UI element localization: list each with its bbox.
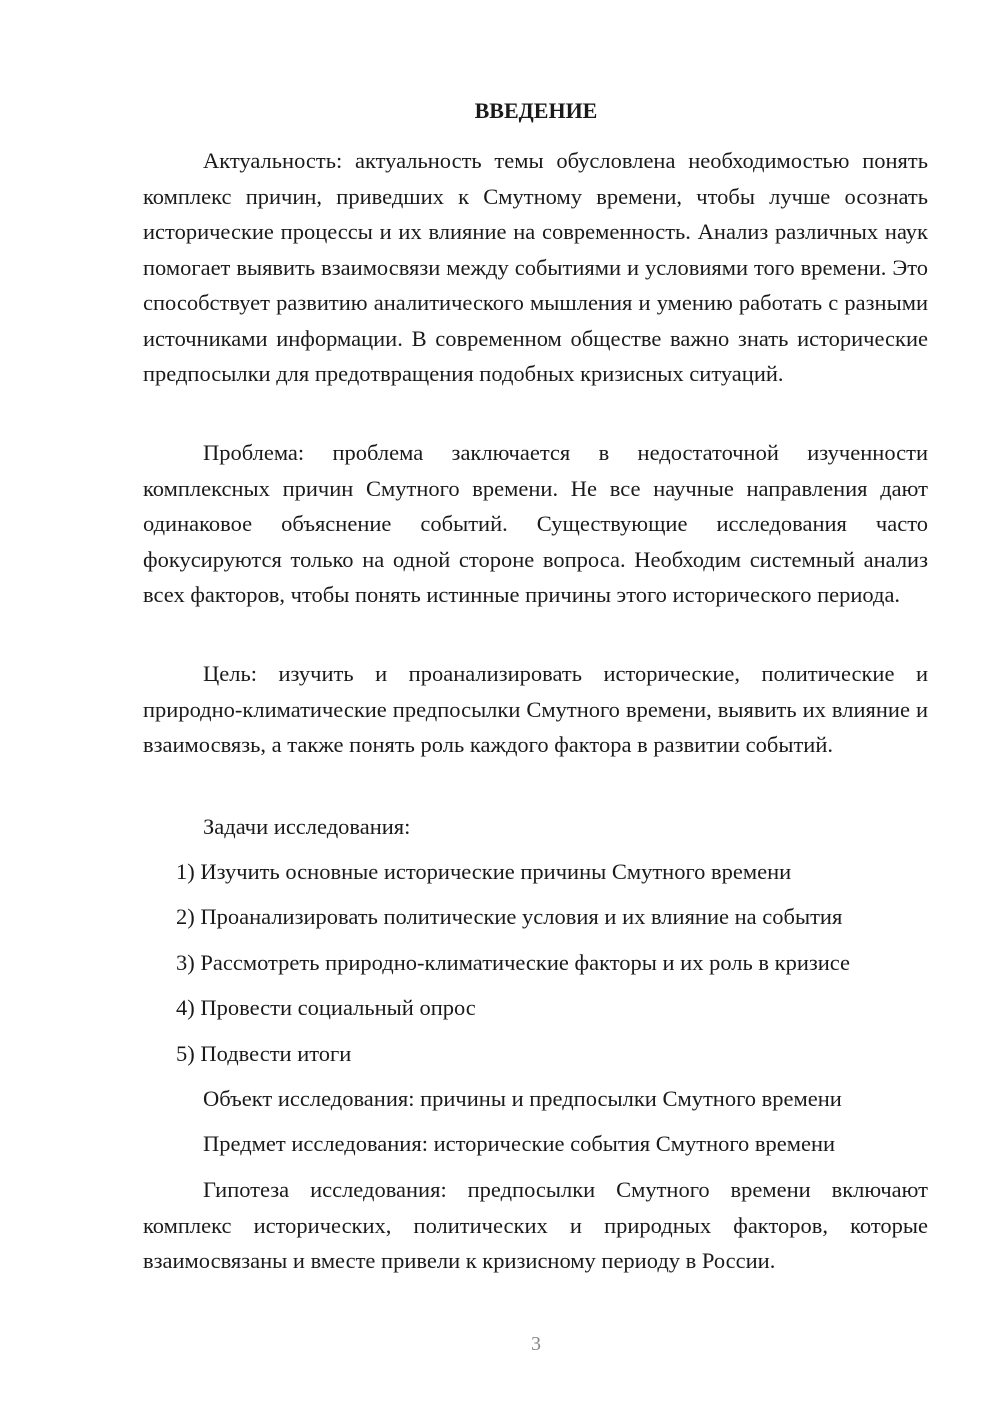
research-subject: Предмет исследования: исторические события Смутного времени — [203, 1131, 836, 1156]
task-item: 4) Провести социальный опрос — [176, 995, 476, 1020]
tasks-heading-block — [143, 809, 928, 845]
problem-paragraph: Проблема: проблема заключается в недостаточной изученности комплексных причин Смутного времени. Не все научные направления дают одинаковое объяснение событий. Существующие исследования часто фокусируются только на одной стороне вопроса. Необходим системный анализ всех факторов, чтобы понять истинные причины этого исторического периода. — [143, 440, 928, 607]
task-item: 5) Подвести итоги — [176, 1041, 352, 1066]
relevance-paragraph: Актуальность: актуальность темы обусловлена необходимостью понять комплекс причин, приведших к Смутному времени, чтобы лучше осознать исторические процессы и их влияние на современность. Анализ различных наук помогает выявить взаимосвязи между событиями и условиями того времени. Это способствует развитию аналитического мышления и умению работать с разными источниками информации. В современном обществе важно знать исторические предпосылки для предотвращения подобных кризисных ситуаций. — [143, 148, 928, 386]
tasks-heading: Задачи исследования: — [203, 814, 411, 839]
page-number: 3 — [531, 1333, 541, 1355]
task-item: 1) Изучить основные исторические причины Смутного времени — [176, 859, 792, 884]
page-title: ВВЕДЕНИЕ — [474, 98, 598, 123]
task-item: 3) Рассмотреть природно-климатические факторы и их роль в кризисе — [176, 950, 851, 975]
goal-paragraph: Цель: изучить и проанализировать исторические, политические и природно-климатические предпосылки Смутного времени, выявить их влияние и взаимосвязь, а также понять роль каждого фактора в развитии событий. — [143, 661, 928, 757]
problem-paragraph-block — [143, 435, 928, 613]
hypothesis-paragraph: Гипотеза исследования: предпосылки Смутного времени включают комплекс исторических, политических и природных факторов, которые взаимосвязаны и вместе привели к кризисному периоду в России. — [143, 1177, 928, 1273]
hypothesis-paragraph-block — [143, 1172, 928, 1279]
research-object: Объект исследования: причины и предпосылки Смутного времени — [203, 1086, 842, 1111]
goal-paragraph-block — [143, 656, 928, 763]
task-item: 2) Проанализировать политические условия и их влияние на события — [176, 904, 843, 929]
relevance-paragraph-block — [143, 143, 928, 392]
